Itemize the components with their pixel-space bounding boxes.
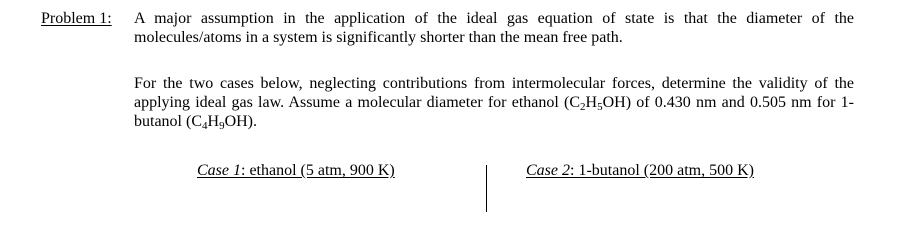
instructions-text-4: H: [207, 113, 220, 130]
problem-label: Problem 1:: [41, 10, 112, 27]
case-divider: [486, 165, 487, 212]
problem-instructions: [134, 74, 854, 131]
case-2: [526, 161, 754, 180]
case-1-text: ethanol (5 atm, 900 K): [245, 162, 395, 179]
ethanol-subscript-c: 2: [580, 101, 586, 113]
instructions-text-5: OH).: [224, 113, 257, 130]
case-2-label: Case 2: [526, 162, 570, 179]
case-1-label: Case 1: [197, 162, 241, 179]
case-2-text: 1-butanol (200 atm, 500 K): [574, 162, 754, 179]
instructions-text-3: OH) of 0.430 nm and 0.505 nm for 1-butanol (C: [134, 94, 855, 130]
ethanol-subscript-h: 5: [597, 101, 603, 113]
case-1-separator: :: [241, 162, 246, 179]
instructions-text-2: H: [585, 94, 598, 111]
problem-statement: A major assumption in the application of the ideal gas equation of state is that the diameter of the molecules/atoms in a system is significantly shorter than the mean free path.: [134, 10, 854, 46]
butanol-subscript-c: 4: [202, 120, 208, 132]
instructions-text-1: For the two cases below, neglecting contributions from intermolecular forces, determine the validity of the applying ideal gas law. Assume a molecular diameter for ethanol (C: [134, 75, 854, 111]
case-2-separator: :: [570, 162, 575, 179]
case-1: [197, 161, 395, 180]
butanol-subscript-h: 9: [219, 120, 225, 132]
